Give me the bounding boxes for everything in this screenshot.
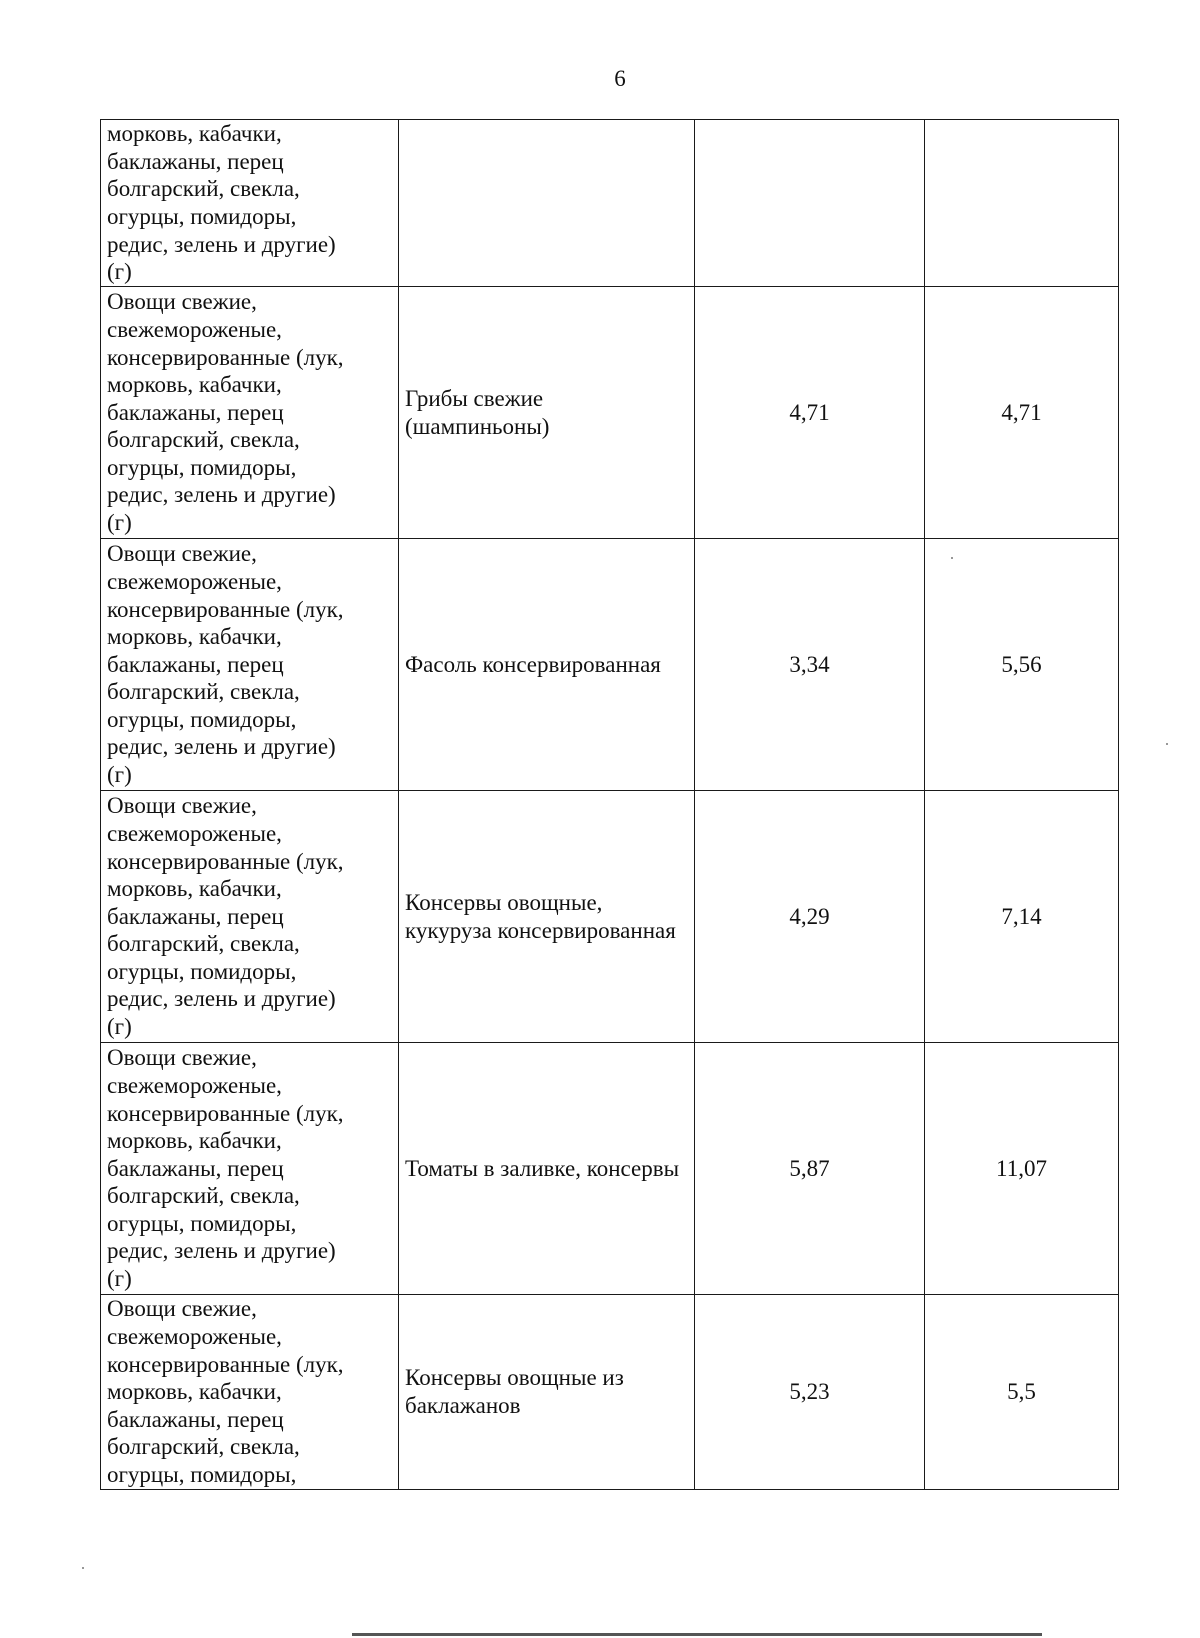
product-cell: Консервы овощные из баклажанов (399, 1295, 695, 1490)
category-cell: Овощи свежие, свежемороженые, консервированные (лук, морковь, кабачки, баклажаны, перец болгарский, свекла, огурцы, помидоры, (101, 1295, 399, 1490)
value1-cell: 4,71 (695, 287, 925, 539)
value2-cell (925, 120, 1119, 287)
product-cell: Фасоль консервированная (399, 539, 695, 791)
nutrition-table (100, 119, 1119, 1490)
table-row (101, 287, 1119, 539)
category-cell: Овощи свежие, свежемороженые, консервированные (лук, морковь, кабачки, баклажаны, перец болгарский, свекла, огурцы, помидоры, редис, зелень и другие) (г) (101, 539, 399, 791)
category-cell: Овощи свежие, свежемороженые, консервированные (лук, морковь, кабачки, баклажаны, перец болгарский, свекла, огурцы, помидоры, редис, зелень и другие) (г) (101, 1043, 399, 1295)
scan-artifact-dot (951, 557, 953, 559)
value2-cell: 5,56 (925, 539, 1119, 791)
value2-cell: 11,07 (925, 1043, 1119, 1295)
value1-cell: 4,29 (695, 791, 925, 1043)
scan-artifact-dot (1166, 743, 1168, 745)
table-row (101, 120, 1119, 287)
value2-cell: 4,71 (925, 287, 1119, 539)
value1-cell: 3,34 (695, 539, 925, 791)
scan-artifact-line (352, 1633, 1042, 1636)
value2-cell: 5,5 (925, 1295, 1119, 1490)
product-cell: Томаты в заливке, консервы (399, 1043, 695, 1295)
product-cell: Консервы овощные, кукуруза консервированная (399, 791, 695, 1043)
page-number: 6 (614, 66, 626, 91)
scan-artifact-dot (82, 1567, 84, 1569)
value1-cell (695, 120, 925, 287)
category-cell: Овощи свежие, свежемороженые, консервированные (лук, морковь, кабачки, баклажаны, перец болгарский, свекла, огурцы, помидоры, редис, зелень и другие) (г) (101, 791, 399, 1043)
value1-cell: 5,87 (695, 1043, 925, 1295)
product-cell: Грибы свежие (шампиньоны) (399, 287, 695, 539)
value1-cell: 5,23 (695, 1295, 925, 1490)
table-row (101, 1295, 1119, 1490)
table-row (101, 539, 1119, 791)
product-cell (399, 120, 695, 287)
category-cell: Овощи свежие, свежемороженые, консервированные (лук, морковь, кабачки, баклажаны, перец болгарский, свекла, огурцы, помидоры, редис, зелень и другие) (г) (101, 287, 399, 539)
category-cell: морковь, кабачки, баклажаны, перец болгарский, свекла, огурцы, помидоры, редис, зелень и другие) (г) (101, 120, 399, 287)
value2-cell: 7,14 (925, 791, 1119, 1043)
table-row (101, 1043, 1119, 1295)
table-row (101, 791, 1119, 1043)
